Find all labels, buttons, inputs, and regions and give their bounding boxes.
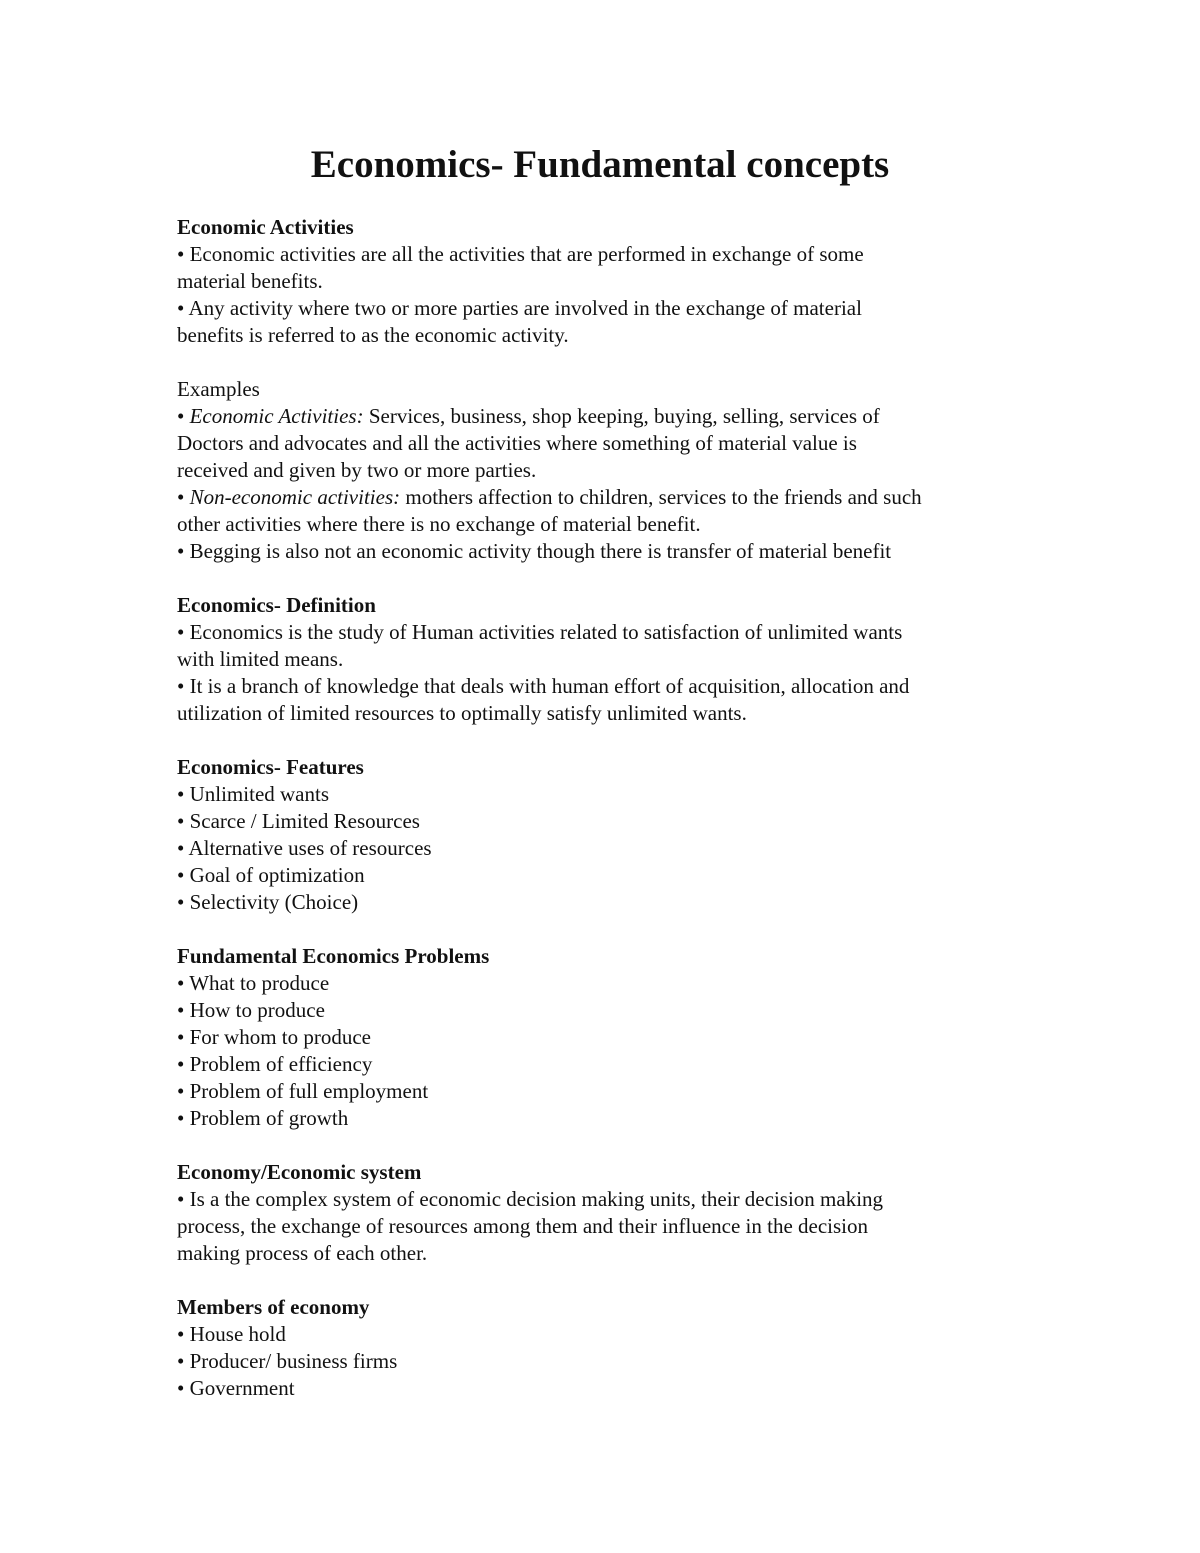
text-line — [177, 268, 1037, 295]
line-text: • Begging is also not an economic activity though there is transfer of material benefit — [177, 539, 892, 563]
line-text: benefits is referred to as the economic activity. — [177, 323, 569, 347]
italic-lead: Economic Activities: — [189, 404, 364, 428]
line-text: • Economic activities are all the activities that are performed in exchange of some — [177, 242, 864, 266]
text-line — [177, 1375, 1037, 1402]
text-line — [177, 430, 1037, 457]
section-heading: Economy/Economic system — [177, 1160, 422, 1184]
text-line — [177, 295, 1037, 322]
document-title: Economics- Fundamental concepts — [310, 143, 890, 186]
line-text: • It is a branch of knowledge that deals with human effort of acquisition, allocation and — [177, 674, 910, 698]
text-line — [177, 538, 1037, 565]
bullet-mark: • — [177, 485, 190, 509]
line-text: material benefits. — [177, 269, 323, 293]
text-line — [177, 403, 1037, 430]
text-line — [177, 1051, 1037, 1078]
italic-lead: Non-economic activities: — [189, 485, 401, 509]
section — [177, 754, 1037, 916]
line-text: • Goal of optimization — [177, 863, 365, 887]
line-text: • Economics is the study of Human activities related to satisfaction of unlimited wants — [177, 620, 903, 644]
document-content — [177, 138, 1037, 1429]
section-heading: Economics- Features — [177, 755, 364, 779]
section — [177, 214, 1037, 349]
line-text: received and given by two or more parties. — [177, 458, 537, 482]
line-text: • What to produce — [177, 971, 330, 995]
line-text: • Problem of efficiency — [177, 1052, 373, 1076]
text-line — [177, 322, 1037, 349]
line-text: • House hold — [177, 1322, 286, 1346]
line-text: • Is a the complex system of economic decision making units, their decision making — [177, 1187, 884, 1211]
text-line — [177, 1105, 1037, 1132]
line-text: • Selectivity (Choice) — [177, 890, 359, 914]
text-line — [177, 808, 1037, 835]
text-line — [177, 619, 1037, 646]
section-heading: Members of economy — [177, 1295, 370, 1319]
text-line — [177, 1213, 1037, 1240]
section-heading: Economic Activities — [177, 215, 354, 239]
line-text: • Problem of growth — [177, 1106, 349, 1130]
text-line — [177, 673, 1037, 700]
section — [177, 1159, 1037, 1267]
text-line — [177, 511, 1037, 538]
text-line — [177, 889, 1037, 916]
document-sections — [177, 214, 1037, 1402]
text-line — [177, 241, 1037, 268]
line-text: mothers affection to children, services to the friends and such — [400, 485, 922, 509]
text-line — [177, 646, 1037, 673]
line-text: Services, business, shop keeping, buying, selling, services of — [363, 404, 880, 428]
section-heading: Fundamental Economics Problems — [177, 944, 490, 968]
line-text: • Alternative uses of resources — [177, 836, 432, 860]
text-line — [177, 970, 1037, 997]
text-line — [177, 1240, 1037, 1267]
bullet-mark: • — [177, 404, 190, 428]
line-text: process, the exchange of resources among them and their influence in the decision — [177, 1214, 869, 1238]
line-text: • Problem of full employment — [177, 1079, 429, 1103]
line-text: • Any activity where two or more parties are involved in the exchange of material — [177, 296, 862, 320]
text-line — [177, 457, 1037, 484]
section — [177, 1294, 1037, 1402]
line-text: utilization of limited resources to optimally satisfy unlimited wants. — [177, 701, 747, 725]
line-text: • Producer/ business firms — [177, 1349, 398, 1373]
section — [177, 943, 1037, 1132]
text-line — [177, 484, 1037, 511]
section — [177, 592, 1037, 727]
text-line — [177, 700, 1037, 727]
section — [177, 376, 1037, 565]
line-text: other activities where there is no exchange of material benefit. — [177, 512, 701, 536]
line-text: with limited means. — [177, 647, 344, 671]
line-text: • Unlimited wants — [177, 782, 330, 806]
line-text: • How to produce — [177, 998, 325, 1022]
text-line — [177, 781, 1037, 808]
text-line — [177, 862, 1037, 889]
line-text: • Government — [177, 1376, 295, 1400]
text-line — [177, 1321, 1037, 1348]
text-line — [177, 1186, 1037, 1213]
text-line — [177, 1348, 1037, 1375]
line-text: • For whom to produce — [177, 1025, 371, 1049]
section-heading: Examples — [177, 377, 260, 401]
text-line — [177, 1078, 1037, 1105]
line-text: • Scarce / Limited Resources — [177, 809, 420, 833]
text-line — [177, 835, 1037, 862]
line-text: making process of each other. — [177, 1241, 428, 1265]
section-heading: Economics- Definition — [177, 593, 376, 617]
text-line — [177, 997, 1037, 1024]
text-line — [177, 1024, 1037, 1051]
line-text: Doctors and advocates and all the activities where something of material value is — [177, 431, 857, 455]
